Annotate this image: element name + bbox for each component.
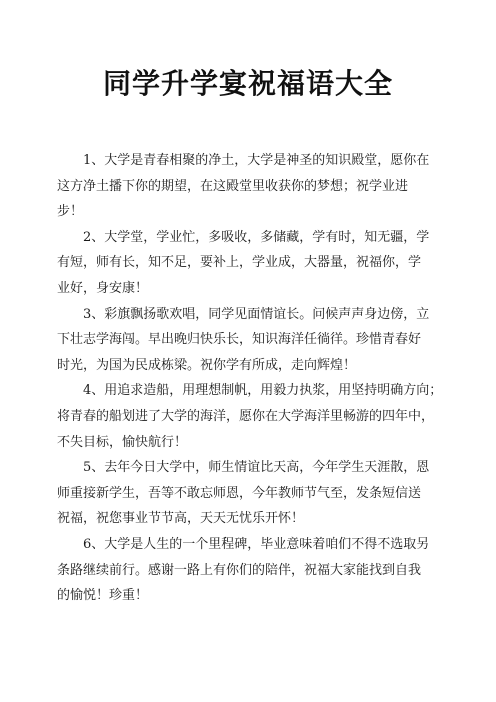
document-body bbox=[57, 148, 449, 609]
paragraph-line: 这方净土播下你的期望，在这殿堂里收获你的梦想；祝学业进 bbox=[57, 178, 409, 194]
paragraph-line: 5、去年今日大学中，师生情谊比天高，今年学生天涯散，恩 bbox=[83, 460, 430, 476]
paragraph-line: 的愉悦！珍重！ bbox=[57, 588, 149, 604]
paragraph-line: 1、大学是青春相聚的净土，大学是神圣的知识殿堂，愿你在 bbox=[83, 153, 430, 168]
paragraph-line: 时光，为国为民成栋梁。祝你学有所成，走向辉煌！ bbox=[57, 357, 357, 373]
paragraph-1 bbox=[57, 148, 449, 225]
paragraph-line: 步！ bbox=[57, 204, 84, 220]
paragraph-line: 业好，身安康！ bbox=[57, 280, 149, 296]
paragraph-line: 3、彩旗飘扬歌欢唱，同学见面情谊长。问候声声身边傍，立 bbox=[83, 306, 430, 322]
paragraph-line: 2、大学堂，学业忙，多吸收，多储藏，学有时，知无疆，学 bbox=[83, 229, 430, 245]
document-title: 同学升学宴祝福语大全 bbox=[102, 67, 393, 100]
paragraph-line: 下壮志学海闯。早出晚归快乐长，知识海洋任徜徉。珍惜青春好 bbox=[57, 332, 422, 348]
paragraph-4 bbox=[57, 378, 449, 455]
paragraph-2 bbox=[57, 225, 449, 302]
paragraph-3 bbox=[57, 302, 449, 379]
paragraph-5 bbox=[57, 455, 449, 532]
paragraph-6 bbox=[57, 532, 449, 609]
paragraph-line: 不失目标，愉快航行！ bbox=[57, 434, 188, 450]
paragraph-line: 师重接新学生，吾等不敢忘师恩，今年教师节气至，发条短信送 bbox=[57, 485, 422, 501]
paragraph-line: 4、用追求造船，用理想制帆，用毅力执浆，用坚持明确方向； bbox=[83, 383, 443, 399]
paragraph-line: 条路继续前行。感谢一路上有你们的陪伴，祝福大家能找到自我 bbox=[57, 562, 422, 578]
paragraph-line: 6、大学是人生的一个里程碑，毕业意味着咱们不得不选取另 bbox=[83, 536, 430, 552]
paragraph-line: 将青春的船划进了大学的海洋，愿你在大学海洋里畅游的四年中， bbox=[57, 408, 435, 424]
paragraph-line: 祝福，祝您事业节节高，天天无忧乐开怀！ bbox=[57, 511, 305, 527]
paragraph-line: 有短，师有长，知不足，要补上，学业成，大器量，祝福你，学 bbox=[57, 255, 422, 271]
